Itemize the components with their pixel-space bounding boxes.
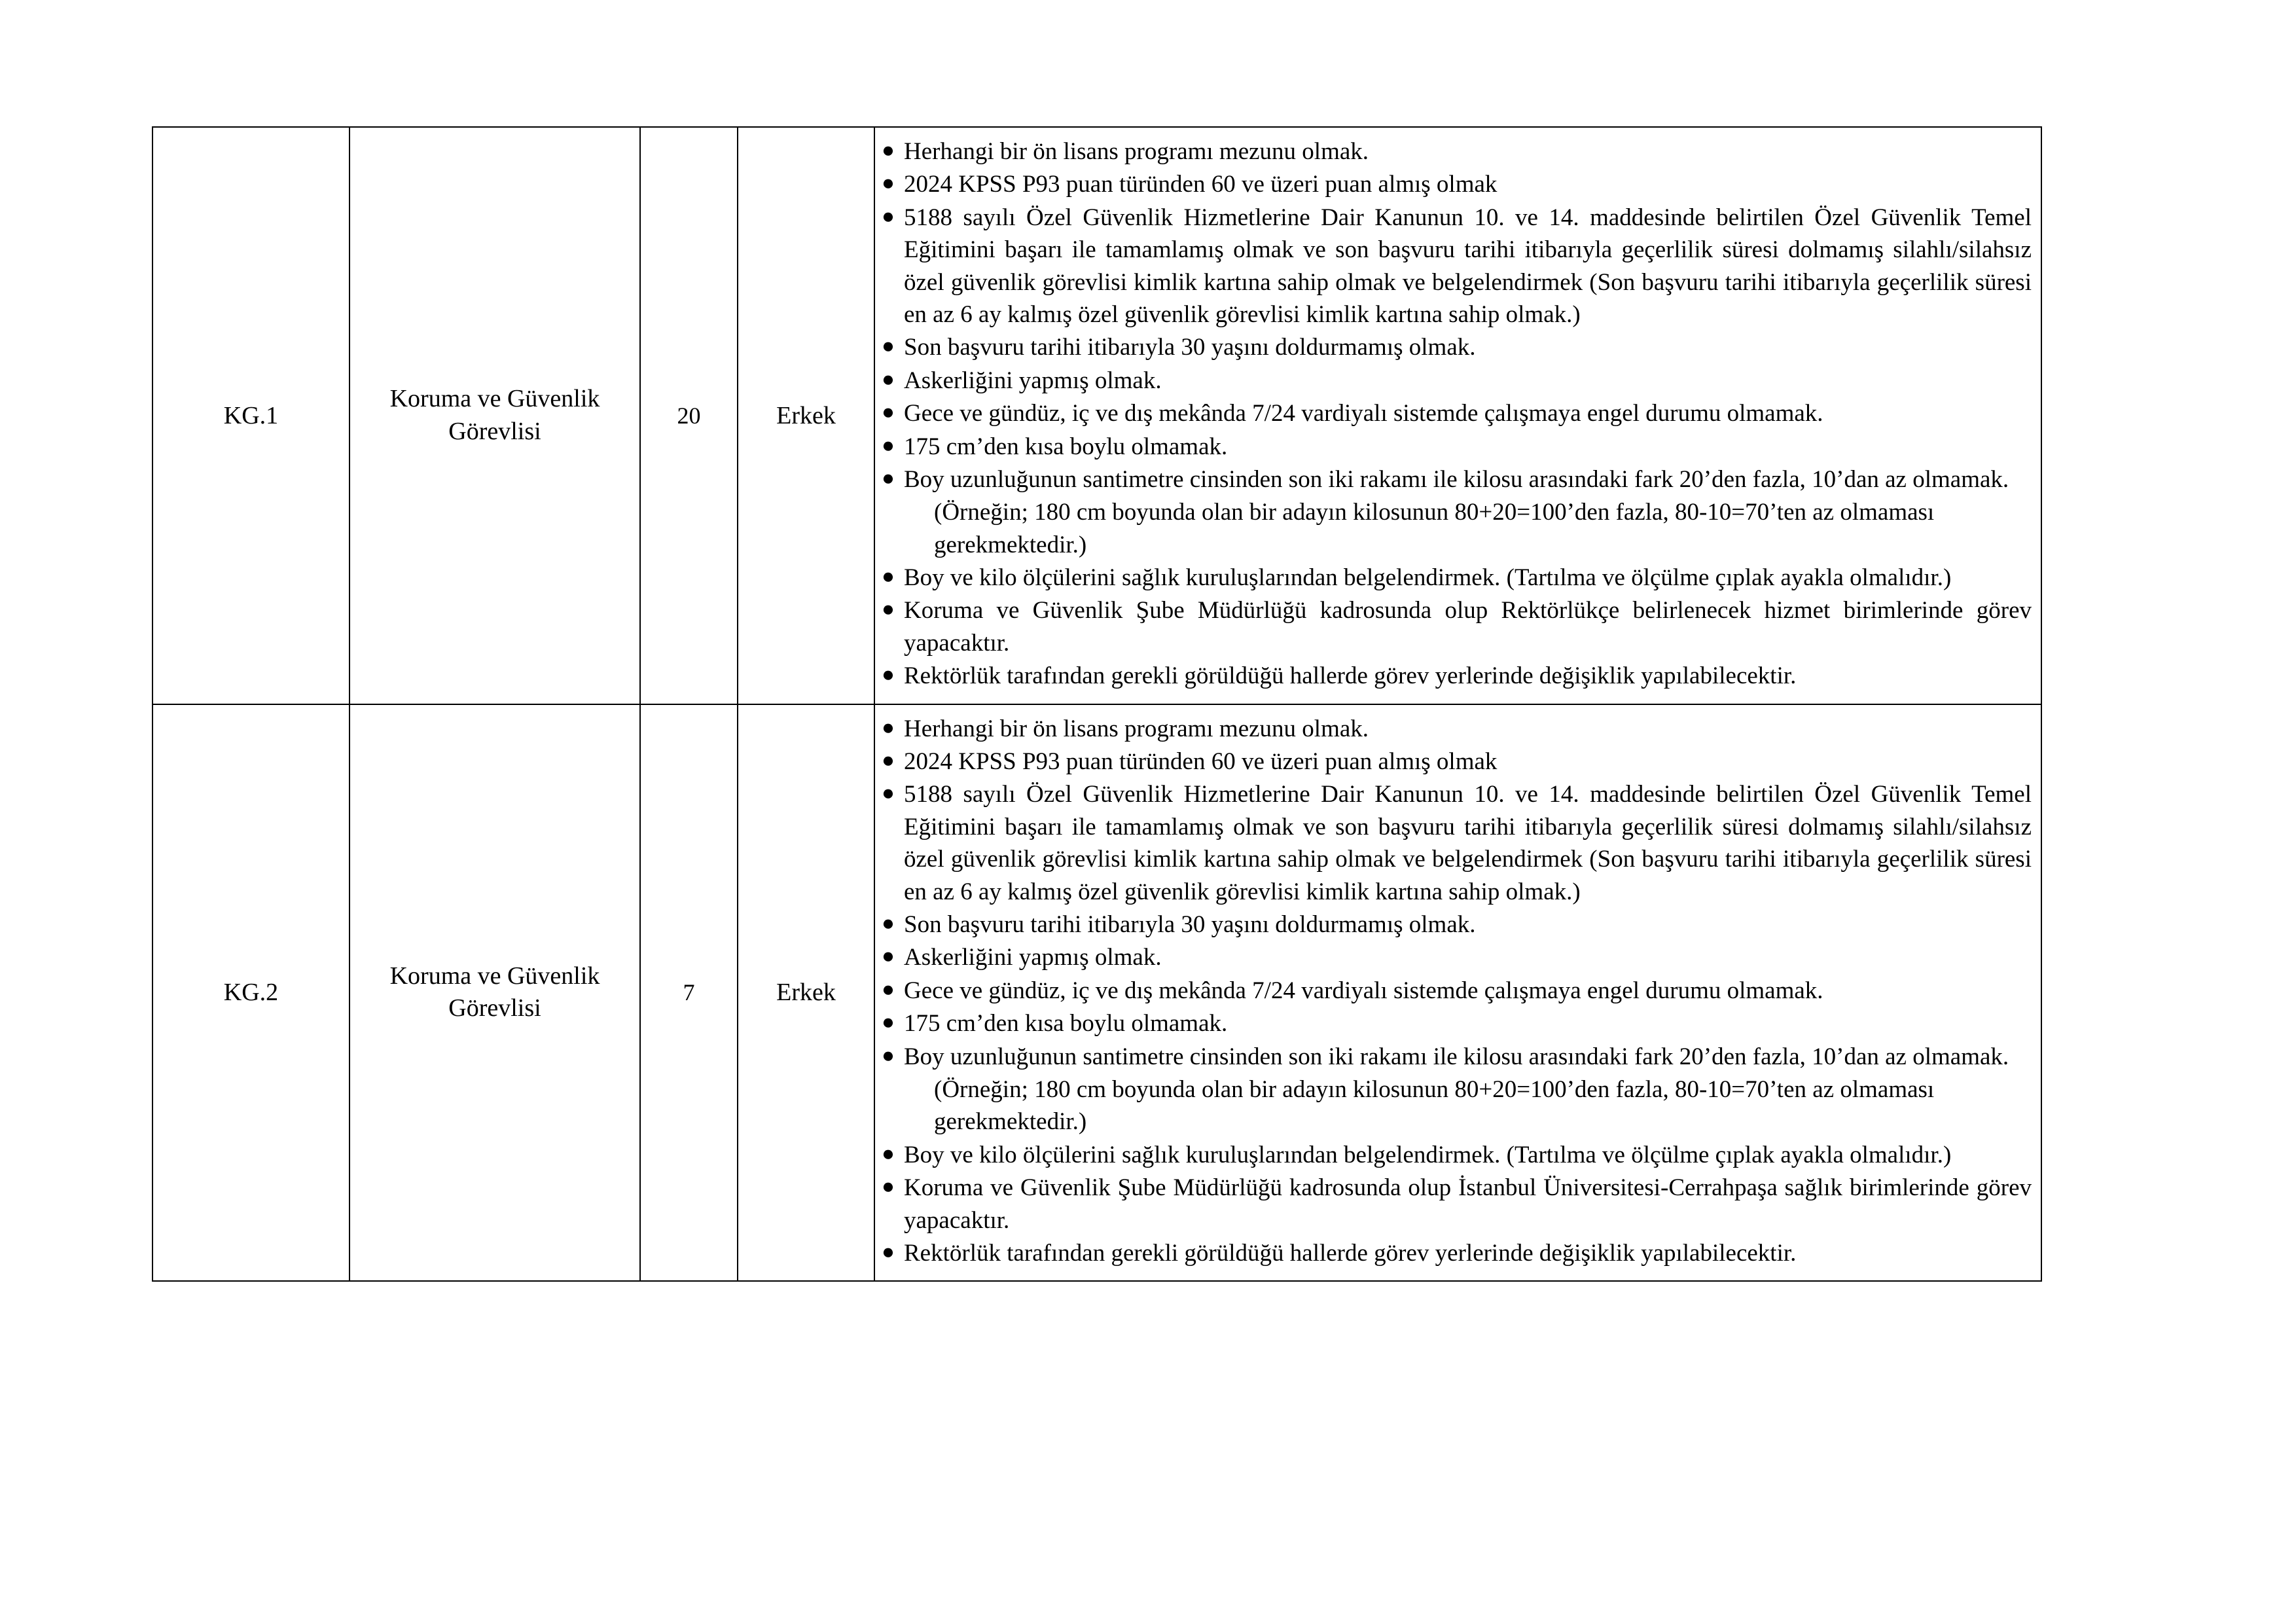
condition-text: 175 cm’den kısa boylu olmamak. xyxy=(904,1010,1228,1038)
bullet-dot-icon: ● xyxy=(882,401,895,425)
bullet-dot-icon: ● xyxy=(882,171,895,196)
condition-bullet xyxy=(882,1172,2032,1236)
bullet-dot-icon: ● xyxy=(882,663,895,687)
position-title: Koruma ve Güvenlik Görevlisi xyxy=(389,385,600,445)
condition-text: Askerliğini yapmış olmak. xyxy=(904,367,1162,394)
condition-text: 2024 KPSS P93 puan türünden 60 ve üzeri puan almış olmak xyxy=(904,748,1498,776)
position-code-cell xyxy=(152,127,350,704)
condition-text: 5188 sayılı Özel Güvenlik Hizmetlerine Dair Kanunun 10. ve 14. maddesinde belirtilen Özel Güvenlik Temel Eğitimini başarı ile tamamlamış olmak ve son başvuru tarihi itibarıyla geçerlilik süresi dolmamış silahlı/silahsız özel güvenlik görevlisi kimlik kartına sahip olmak ve belgelendirmek (Son başvuru tarihi itibarıyla geçerlilik süresi en az 6 ay kalmış özel güvenlik görevlisi kimlik kartına sahip olmak.) xyxy=(904,781,2032,905)
condition-bullet xyxy=(882,1139,2032,1171)
condition-bullet xyxy=(882,594,2032,659)
condition-text: Son başvuru tarihi itibarıyla 30 yaşını doldurmamış olmak. xyxy=(904,911,1476,938)
condition-bullet xyxy=(882,746,2032,778)
bullet-dot-icon: ● xyxy=(882,367,895,391)
bullet-dot-icon: ● xyxy=(882,598,895,622)
requirements-table xyxy=(152,126,2042,1282)
condition-bullet xyxy=(882,397,2032,429)
bullet-dot-icon: ● xyxy=(882,565,895,589)
position-code: KG.1 xyxy=(223,401,279,429)
condition-bullet xyxy=(882,331,2032,363)
conditions-list-row-1 xyxy=(875,128,2041,704)
position-count: 7 xyxy=(683,979,695,1006)
condition-bullet xyxy=(882,365,2032,397)
position-gender: Erkek xyxy=(776,979,836,1007)
bullet-dot-icon: ● xyxy=(882,945,895,969)
condition-text: Rektörlük tarafından gerekli görüldüğü hallerde görev yerlerinde değişiklik yapılabilecektir. xyxy=(904,662,1797,690)
condition-text: Boy uzunluğunun santimetre cinsinden son iki rakamı ile kilosu arasındaki fark 20’den fazla, 10’dan az olmamak. xyxy=(904,1043,2009,1070)
position-count: 20 xyxy=(677,402,701,429)
position-title-cell xyxy=(350,704,640,1282)
condition-bullet xyxy=(882,168,2032,200)
position-title: Koruma ve Güvenlik Görevlisi xyxy=(389,962,600,1022)
condition-bullet xyxy=(882,1237,2032,1269)
condition-bullet xyxy=(882,778,2032,908)
condition-text: 2024 KPSS P93 puan türünden 60 ve üzeri puan almış olmak xyxy=(904,171,1498,198)
position-gender: Erkek xyxy=(776,401,836,429)
bullet-dot-icon: ● xyxy=(882,977,895,1001)
table-row xyxy=(152,127,2041,704)
position-code-cell xyxy=(152,704,350,1282)
position-conditions-cell xyxy=(874,127,2041,704)
position-title-cell xyxy=(350,127,640,704)
bullet-dot-icon: ● xyxy=(882,782,895,806)
bullet-dot-icon: ● xyxy=(882,433,895,458)
bullet-dot-icon: ● xyxy=(882,334,895,359)
bullet-dot-icon: ● xyxy=(882,1142,895,1166)
condition-subnote: (Örneğin; 180 cm boyunda olan bir adayın kilosunun 80+20=100’den fazla, 80-10=70’ten az olmaması gerekmektedir.) xyxy=(934,1075,1935,1136)
requirements-table-body xyxy=(152,127,2041,1281)
bullet-dot-icon: ● xyxy=(882,749,895,773)
condition-bullet xyxy=(882,941,2032,973)
bullet-dot-icon: ● xyxy=(882,715,895,740)
condition-text: Boy ve kilo ölçülerini sağlık kuruluşlarından belgelendirmek. (Tartılma ve ölçülme çıplak ayakla olmalıdır.) xyxy=(904,564,1952,592)
condition-bullet xyxy=(882,1007,2032,1039)
condition-text: Koruma ve Güvenlik Şube Müdürlüğü kadrosunda olup Rektörlükçe belirlenecek hizmet birimlerinde görev yapacaktır. xyxy=(904,597,2032,657)
condition-text: Boy uzunluğunun santimetre cinsinden son iki rakamı ile kilosu arasındaki fark 20’den fazla, 10’dan az olmamak. xyxy=(904,465,2009,493)
condition-text: 5188 sayılı Özel Güvenlik Hizmetlerine Dair Kanunun 10. ve 14. maddesinde belirtilen Özel Güvenlik Temel Eğitimini başarı ile tamamlamış olmak ve son başvuru tarihi itibarıyla geçerlilik süresi dolmamış silahlı/silahsız özel güvenlik görevlisi kimlik kartına sahip olmak ve belgelendirmek (Son başvuru tarihi itibarıyla geçerlilik süresi en az 6 ay kalmış özel güvenlik görevlisi kimlik kartına sahip olmak.) xyxy=(904,204,2032,328)
bullet-dot-icon: ● xyxy=(882,466,895,490)
bullet-dot-icon: ● xyxy=(882,1043,895,1068)
condition-bullet xyxy=(882,660,2032,692)
condition-text: Herhangi bir ön lisans programı mezunu olmak. xyxy=(904,138,1369,165)
condition-text: Askerliğini yapmış olmak. xyxy=(904,944,1162,971)
condition-bullet xyxy=(882,909,2032,941)
bullet-dot-icon: ● xyxy=(882,139,895,162)
table-row xyxy=(152,704,2041,1282)
condition-subnote: (Örneğin; 180 cm boyunda olan bir adayın kilosunun 80+20=100’den fazla, 80-10=70’ten az olmaması gerekmektedir.) xyxy=(934,499,1935,558)
condition-text: Koruma ve Güvenlik Şube Müdürlüğü kadrosunda olup İstanbul Üniversitesi-Cerrahpaşa sağlık birimlerinde görev yapacaktır. xyxy=(904,1174,2032,1234)
condition-text: Herhangi bir ön lisans programı mezunu olmak. xyxy=(904,715,1369,742)
condition-text: Boy ve kilo ölçülerini sağlık kuruluşlarından belgelendirmek. (Tartılma ve ölçülme çıplak ayakla olmalıdır.) xyxy=(904,1141,1952,1168)
condition-bullet xyxy=(882,463,2032,496)
position-code: KG.2 xyxy=(223,979,279,1007)
position-conditions-cell xyxy=(874,704,2041,1282)
position-gender-cell xyxy=(738,704,874,1282)
condition-bullet xyxy=(882,431,2032,463)
condition-text: Rektörlük tarafından gerekli görüldüğü hallerde görev yerlerinde değişiklik yapılabilecektir. xyxy=(904,1239,1797,1267)
condition-bullet xyxy=(882,135,2032,168)
position-gender-cell xyxy=(738,127,874,704)
condition-bullet xyxy=(882,975,2032,1007)
condition-text: Gece ve gündüz, iç ve dış mekânda 7/24 vardiyalı sistemde çalışmaya engel durumu olmamak. xyxy=(904,400,1823,427)
bullet-dot-icon: ● xyxy=(882,1011,895,1035)
condition-text: Gece ve gündüz, iç ve dış mekânda 7/24 vardiyalı sistemde çalışmaya engel durumu olmamak. xyxy=(904,977,1823,1004)
condition-text: Son başvuru tarihi itibarıyla 30 yaşını doldurmamış olmak. xyxy=(904,334,1476,361)
condition-bullet xyxy=(882,202,2032,331)
condition-bullet xyxy=(882,562,2032,594)
position-count-cell xyxy=(640,127,738,704)
condition-text: 175 cm’den kısa boylu olmamak. xyxy=(904,433,1228,460)
bullet-dot-icon: ● xyxy=(882,1240,895,1264)
condition-bullet xyxy=(882,1041,2032,1073)
conditions-list-row-2 xyxy=(875,705,2041,1281)
bullet-dot-icon: ● xyxy=(882,1175,895,1199)
position-count-cell xyxy=(640,704,738,1282)
bullet-dot-icon: ● xyxy=(882,911,895,935)
bullet-dot-icon: ● xyxy=(882,204,895,228)
condition-bullet xyxy=(882,713,2032,745)
